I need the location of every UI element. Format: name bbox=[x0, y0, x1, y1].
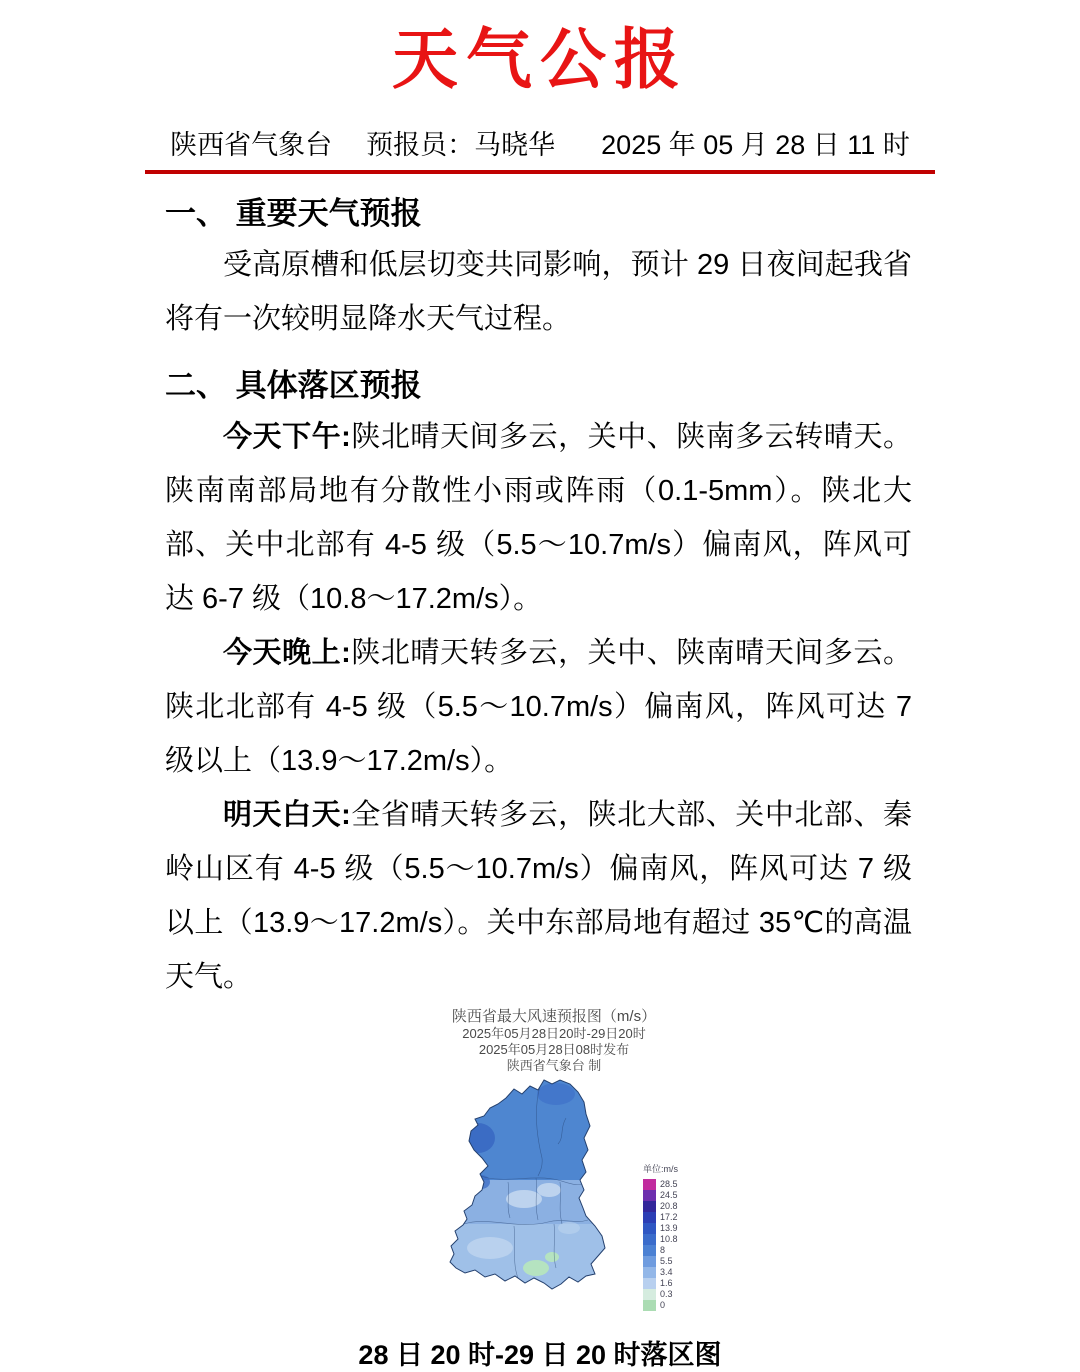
legend-value: 5.5 bbox=[660, 1256, 673, 1266]
legend-swatch bbox=[643, 1278, 656, 1289]
legend-swatch bbox=[643, 1267, 656, 1278]
legend-value: 28.5 bbox=[660, 1179, 678, 1189]
weather-bulletin-page bbox=[0, 6, 1080, 1370]
header-divider bbox=[145, 170, 935, 174]
map-and-legend bbox=[0, 1078, 1080, 1311]
paragraph-lead: 今天晚上: bbox=[223, 637, 351, 669]
legend-value: 0.3 bbox=[660, 1289, 673, 1299]
map-title: 陕西省最大风速预报图（m/s） bbox=[451, 1008, 657, 1025]
forecast-paragraph-tonight bbox=[165, 626, 912, 788]
high-wind-patch-north bbox=[537, 1083, 575, 1105]
map-fill-regions bbox=[448, 1078, 613, 1290]
legend-row bbox=[643, 1223, 678, 1234]
legend-value: 17.2 bbox=[660, 1212, 678, 1222]
paragraph-lead: 明天白天: bbox=[223, 799, 351, 831]
legend-row bbox=[643, 1289, 673, 1300]
calm-patch-south-2 bbox=[545, 1252, 559, 1262]
map-caption: 28 日 20 时-29 日 20 时落区图 bbox=[358, 1340, 722, 1370]
paragraph-lead: 今天下午: bbox=[223, 421, 351, 453]
map-producer: 陕西省气象台 制 bbox=[506, 1058, 602, 1073]
forecaster: 预报员：马晓华 bbox=[366, 130, 556, 160]
wind-forecast-map-block bbox=[0, 1008, 1080, 1372]
section-1-paragraph: 受高原槽和低层切变共同影响，预计 29 日夜间起我省将有一次较明显降水天气过程。 bbox=[165, 249, 912, 335]
bulletin-body bbox=[165, 194, 912, 1004]
legend-value: 8 bbox=[660, 1245, 666, 1255]
legend-row bbox=[643, 1212, 678, 1223]
legend-value: 3.4 bbox=[660, 1267, 673, 1277]
legend-title: 单位:m/s bbox=[643, 1164, 678, 1174]
issue-datetime: 2025 年 05 月 28 日 11 时 bbox=[601, 130, 910, 160]
legend-swatch bbox=[643, 1212, 656, 1223]
low-wind-patch-guanzhong-2 bbox=[537, 1183, 561, 1197]
forecast-paragraph-tomorrow bbox=[165, 788, 912, 1004]
legend-swatch bbox=[643, 1179, 656, 1190]
map-title-block bbox=[14, 1008, 1080, 1074]
section-1-heading: 一、 重要天气预报 bbox=[165, 196, 422, 231]
low-wind-patch-east bbox=[558, 1222, 580, 1234]
forecast-paragraph-afternoon bbox=[165, 410, 912, 626]
legend-row bbox=[643, 1234, 678, 1245]
legend-swatch bbox=[643, 1201, 656, 1212]
legend-swatch bbox=[643, 1300, 656, 1311]
map-valid-period: 2025年05月28日20时-29日20时 bbox=[462, 1026, 646, 1041]
wind-speed-legend bbox=[643, 1162, 678, 1311]
calm-patch-south-1 bbox=[523, 1260, 549, 1276]
legend-row bbox=[643, 1300, 665, 1311]
legend-value: 13.9 bbox=[660, 1223, 678, 1233]
legend-swatch bbox=[643, 1223, 656, 1234]
legend-row bbox=[643, 1179, 678, 1190]
high-wind-patch-northwest bbox=[461, 1123, 495, 1153]
page-title: 天气公报 bbox=[392, 24, 688, 97]
paragraph-text: 全省晴天转多云，陕北大部、关中北部、秦岭山区有 4-5 级（5.5～10.7m/s）偏南风，阵风可达 7 级以上（13.9～17.2m/s）。关中东部局地有超过 35℃的高温天气。 bbox=[165, 799, 912, 993]
legend-value: 0 bbox=[660, 1300, 666, 1310]
low-wind-patch-hanzhong bbox=[467, 1237, 513, 1259]
legend-value: 10.8 bbox=[660, 1234, 678, 1244]
paragraph-text: 陕北晴天转多云，关中、陕南晴天间多云。陕北北部有 4-5 级（5.5～10.7m/s）偏南风，阵风可达 7 级以上（13.9～17.2m/s）。 bbox=[165, 637, 912, 777]
paragraph-text: 陕北晴天间多云，关中、陕南多云转晴天。陕南南部局地有分散性小雨或阵雨（0.1-5mm）。陕北大部、关中北部有 4-5 级（5.5～10.7m/s）偏南风，阵风可达 6-7 级（10.8～17.2m/s）。 bbox=[165, 421, 912, 615]
legend-row bbox=[643, 1245, 665, 1256]
legend-row bbox=[643, 1267, 673, 1278]
station-name: 陕西省气象台 bbox=[170, 130, 333, 160]
map-issue-time: 2025年05月28日08时发布 bbox=[478, 1042, 630, 1057]
legend-row bbox=[643, 1190, 678, 1201]
legend-row bbox=[643, 1278, 673, 1289]
legend-value: 1.6 bbox=[660, 1278, 673, 1288]
shaanxi-province-map bbox=[448, 1078, 613, 1290]
legend-swatch bbox=[643, 1234, 656, 1245]
legend-value: 24.5 bbox=[660, 1190, 678, 1200]
legend-swatch bbox=[643, 1190, 656, 1201]
bulletin-header bbox=[0, 123, 1080, 162]
legend-swatch bbox=[643, 1289, 656, 1300]
legend-value: 20.8 bbox=[660, 1201, 678, 1211]
legend-row bbox=[643, 1201, 678, 1212]
section-2-heading: 二、 具体落区预报 bbox=[165, 368, 422, 403]
legend-swatch bbox=[643, 1245, 656, 1256]
